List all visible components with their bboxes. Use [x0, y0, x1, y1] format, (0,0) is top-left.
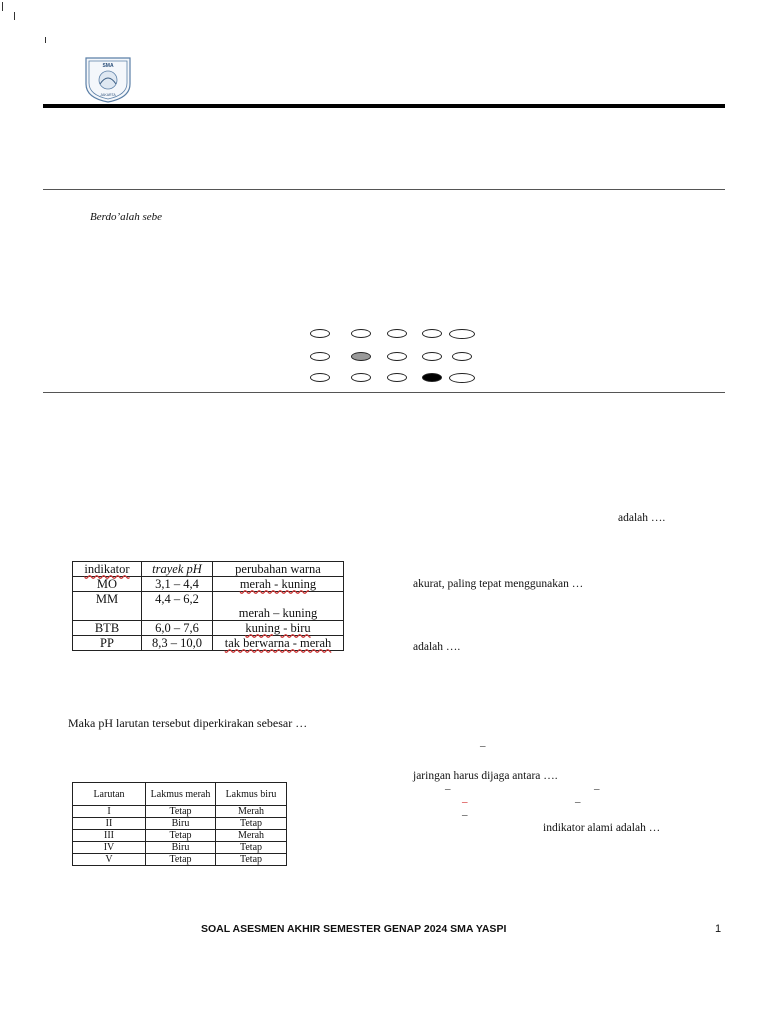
- table-cell: merah - kuning: [213, 577, 344, 592]
- answer-bubble[interactable]: [310, 329, 330, 338]
- table-cell: II: [73, 818, 146, 830]
- svg-text:SMA: SMA: [102, 63, 114, 69]
- indicator-table: [72, 561, 344, 651]
- table-header-cell: indikator: [73, 562, 142, 577]
- table-header-cell: perubahan warna: [213, 562, 344, 577]
- answer-bubble[interactable]: [422, 352, 442, 361]
- answer-bubble-filled[interactable]: [351, 352, 371, 361]
- dash-mark: –: [480, 740, 486, 752]
- divider-top: [43, 189, 725, 190]
- answer-bubble[interactable]: [351, 373, 371, 382]
- dash-mark: –: [594, 783, 600, 795]
- answer-bubble[interactable]: [422, 329, 442, 338]
- answer-bubble[interactable]: [387, 329, 407, 338]
- answer-bubble[interactable]: [452, 352, 472, 361]
- greeting-text: Berdo’alah sebe: [90, 211, 162, 223]
- question-text: indikator alami adalah …: [543, 822, 661, 834]
- table-cell: Merah: [216, 806, 287, 818]
- answer-bubble[interactable]: [449, 329, 475, 339]
- table-cell: BTB: [73, 621, 142, 636]
- table-header-row: [73, 783, 287, 806]
- table-cell: 6,0 – 7,6: [142, 621, 213, 636]
- answer-bubble[interactable]: [310, 352, 330, 361]
- table-cell: Tetap: [216, 854, 287, 866]
- footer-title: SOAL ASESMEN AKHIR SEMESTER GENAP 2024 SMA YASPI: [201, 923, 507, 935]
- table-cell: tak berwarna - merah: [213, 636, 344, 651]
- table-cell: 3,1 – 4,4: [142, 577, 213, 592]
- school-logo: [80, 54, 136, 104]
- question-text: jaringan harus dijaga antara ….: [413, 770, 558, 782]
- table-cell: 8,3 – 10,0: [142, 636, 213, 651]
- table-cell: Tetap: [146, 830, 216, 842]
- answer-bubble[interactable]: [310, 373, 330, 382]
- table-cell: Tetap: [216, 842, 287, 854]
- table-cell: Biru: [146, 818, 216, 830]
- dash-mark: –: [462, 796, 468, 808]
- table-row: [73, 636, 344, 651]
- divider-bottom: [43, 392, 725, 393]
- corner-tick: [2, 2, 3, 11]
- table-cell: PP: [73, 636, 142, 651]
- answer-bubble[interactable]: [387, 352, 407, 361]
- table-cell: kuning - biru: [213, 621, 344, 636]
- table-header-cell: Larutan: [73, 783, 146, 806]
- table-cell: IV: [73, 842, 146, 854]
- table-cell: Tetap: [146, 854, 216, 866]
- litmus-table: [72, 782, 287, 866]
- table-cell: 4,4 – 6,2: [142, 592, 213, 621]
- corner-tick: [14, 12, 15, 20]
- table-row: [73, 830, 287, 842]
- question-text: akurat, paling tepat menggunakan …: [413, 578, 584, 590]
- corner-tick: [45, 37, 46, 43]
- table-cell: Tetap: [216, 818, 287, 830]
- table-cell: V: [73, 854, 146, 866]
- table-cell: MM: [73, 592, 142, 621]
- table-header-row: [73, 562, 344, 577]
- svg-text:JAKARTA: JAKARTA: [100, 93, 116, 97]
- table-header-cell: Lakmus biru: [216, 783, 287, 806]
- table-cell: Biru: [146, 842, 216, 854]
- table-row: [73, 854, 287, 866]
- answer-bubble[interactable]: [449, 373, 475, 383]
- table-row: [73, 842, 287, 854]
- question-text: adalah ….: [413, 641, 461, 653]
- table-row: [73, 806, 287, 818]
- table-cell: III: [73, 830, 146, 842]
- question-text: Maka pH larutan tersebut diperkirakan sebesar …: [68, 716, 308, 730]
- table-row: [73, 577, 344, 592]
- table-cell: Merah: [216, 830, 287, 842]
- dash-mark: –: [575, 796, 581, 808]
- answer-bubble[interactable]: [387, 373, 407, 382]
- page-number: 1: [715, 923, 722, 935]
- table-cell: merah – kuning: [213, 592, 344, 621]
- table-header-cell: Lakmus merah: [146, 783, 216, 806]
- table-cell: MO: [73, 577, 142, 592]
- question-text: adalah ….: [618, 512, 666, 524]
- table-row: [73, 621, 344, 636]
- table-cell: I: [73, 806, 146, 818]
- header-rule: [43, 104, 725, 108]
- answer-bubble-filled[interactable]: [422, 373, 442, 382]
- table-row: [73, 818, 287, 830]
- table-header-cell: trayek pH: [142, 562, 213, 577]
- table-cell: Tetap: [146, 806, 216, 818]
- dash-mark: –: [462, 809, 468, 821]
- table-row: [73, 592, 344, 621]
- answer-bubble[interactable]: [351, 329, 371, 338]
- dash-mark: –: [445, 783, 451, 795]
